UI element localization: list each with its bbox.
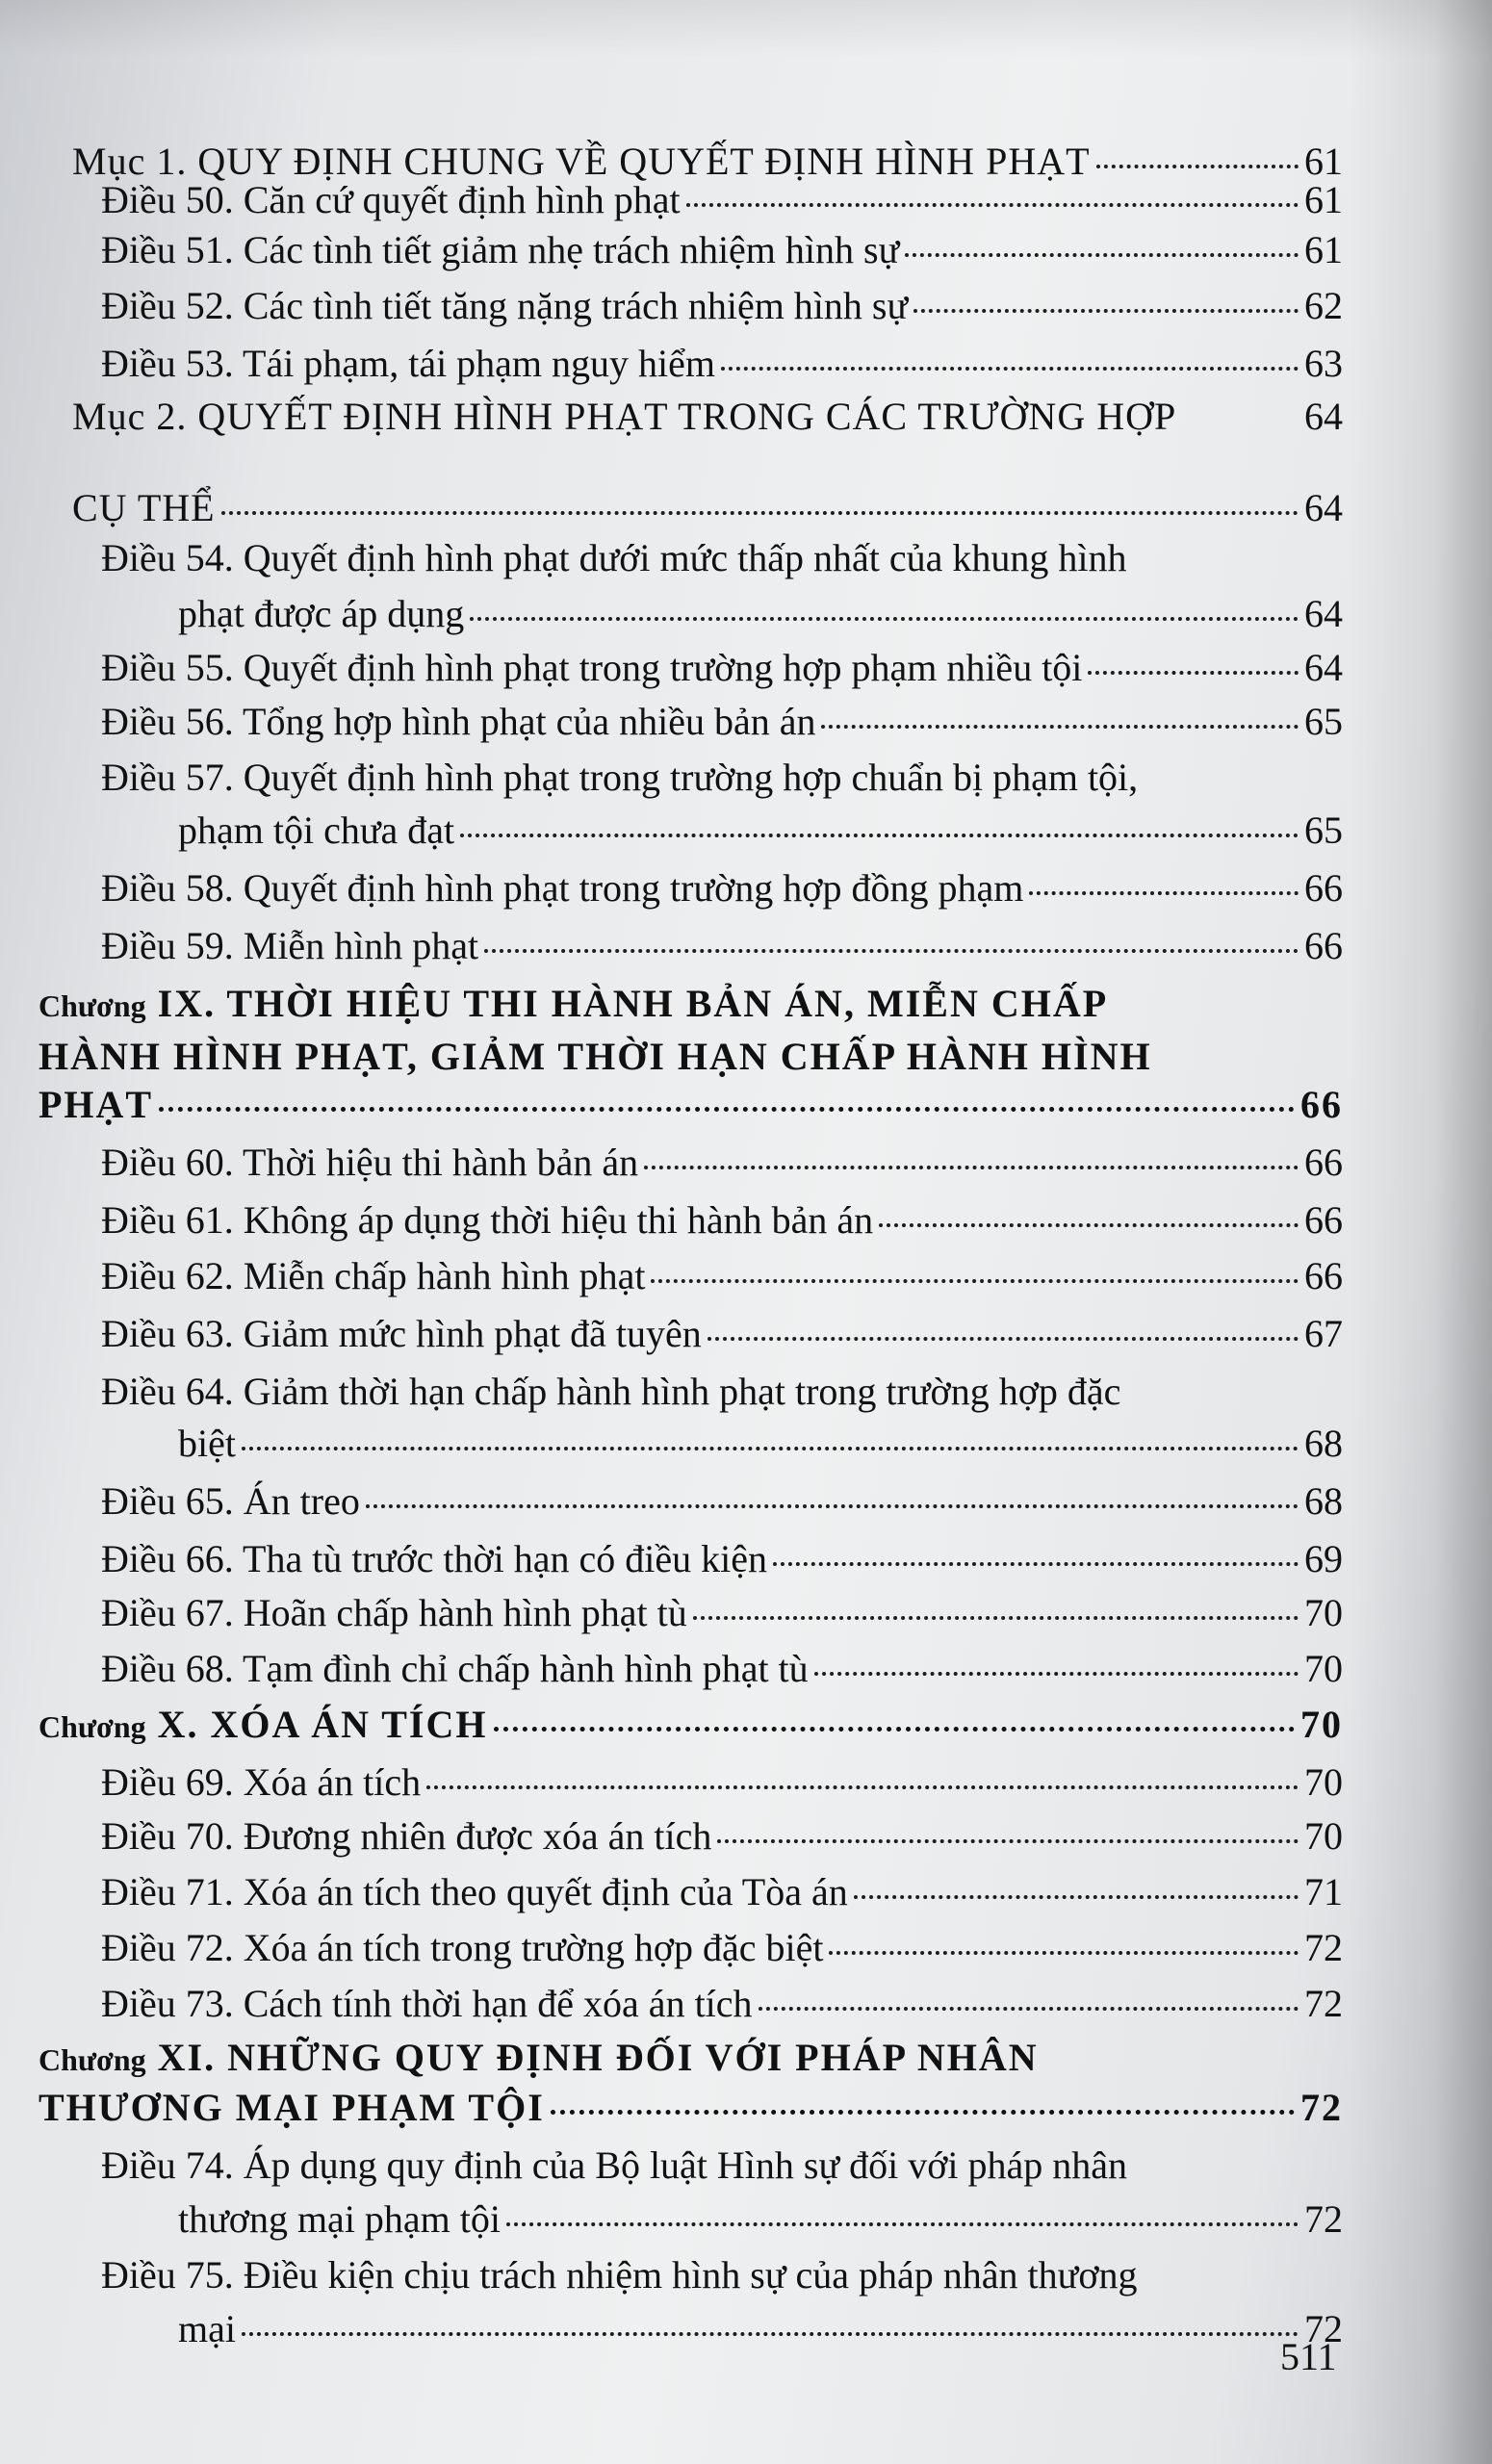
toc-title: Điều 58. Quyết định hình phạt trong trường hợp đồng phạm	[101, 866, 1024, 910]
toc-title-line-1: Điều 74. Áp dụng quy định của Bộ luật Hình sự đối với pháp nhân	[101, 2143, 1128, 2187]
toc-title	[39, 1698, 488, 1754]
toc-page-number: 68	[1304, 1479, 1343, 1523]
dot-leader	[721, 367, 1299, 371]
toc-page-number: 61	[1304, 178, 1343, 221]
toc-page-number: 72	[1304, 1926, 1343, 1969]
toc-title: Mục 1. QUY ĐỊNH CHUNG VỀ QUYẾT ĐỊNH HÌNH PHẠT	[72, 140, 1091, 183]
page-number: 511	[1280, 2335, 1337, 2378]
toc-page-number: 65	[1304, 808, 1343, 852]
dot-leader	[426, 1785, 1299, 1789]
dot-leader	[879, 1223, 1299, 1227]
dot-leader	[366, 1504, 1299, 1508]
toc-title-line-1: Điều 54. Quyết định hình phạt dưới mức thấp nhất của khung hình	[101, 536, 1127, 579]
toc-title-line-1	[39, 977, 1108, 1033]
toc-page-number: 66	[1304, 1198, 1343, 1242]
toc-page-number: 66	[1304, 924, 1343, 967]
toc-title-line-2: biệt	[178, 1422, 236, 1465]
toc-title: Điều 56. Tổng hợp hình phạt của nhiều bản án	[101, 700, 816, 743]
dot-leader	[242, 2332, 1299, 2336]
top-shadow	[0, 0, 1492, 58]
toc-title: Điều 51. Các tình tiết giảm nhẹ trách nhiệm hình sự	[101, 228, 900, 271]
toc-title: Điều 63. Giảm mức hình phạt đã tuyên	[101, 1312, 702, 1355]
page-edge-shadow	[1348, 0, 1492, 2464]
toc-title-line-2: thương mại phạm tội	[178, 2197, 502, 2241]
dot-leader	[686, 203, 1299, 207]
toc-page-number: 66	[1304, 1254, 1343, 1297]
toc-title-line-1	[39, 2031, 1039, 2087]
toc-title: Điều 72. Xóa án tích trong trường hợp đặc biệt	[101, 1926, 824, 1969]
dot-leader	[470, 617, 1299, 621]
toc-title-line-1: Điều 75. Điều kiện chịu trách nhiệm hình sự của pháp nhân thương	[101, 2253, 1138, 2297]
dot-leader	[506, 2222, 1299, 2226]
dot-leader	[814, 1672, 1299, 1676]
toc-page-number: 70	[1304, 1760, 1343, 1804]
dot-leader	[1096, 165, 1299, 168]
toc-title-line-2: mại	[178, 2307, 236, 2350]
dot-leader	[854, 1895, 1299, 1899]
chapter-label: Chương	[39, 2042, 146, 2077]
toc-page-number: 62	[1304, 284, 1343, 327]
toc-title-line-1: Điều 64. Giảm thời hạn chấp hành hình phạt trong trường hợp đặc	[101, 1370, 1121, 1413]
toc-page-number: 61	[1304, 228, 1343, 271]
toc-page-number: 61	[1304, 140, 1343, 183]
toc-title-line-1: Điều 57. Quyết định hình phạt trong trường hợp chuẩn bị phạm tội,	[101, 756, 1139, 799]
toc-title-line-2: HÀNH HÌNH PHẠT, GIẢM THỜI HẠN CHẤP HÀNH HÌNH	[39, 1035, 1152, 1078]
toc-page-number: 72	[1300, 2086, 1343, 2129]
toc-page-number: 68	[1304, 1422, 1343, 1465]
toc-page-number: 70	[1304, 1647, 1343, 1690]
toc-title: Điều 61. Không áp dụng thời hiệu thi hành bản án	[101, 1198, 874, 1242]
dot-leader	[1029, 891, 1299, 895]
dot-leader	[484, 949, 1299, 953]
chapter-label: Chương	[39, 1709, 146, 1744]
toc-page-number: 71	[1304, 1870, 1343, 1913]
toc-title: Điều 71. Xóa án tích theo quyết định của Tòa án	[101, 1870, 848, 1913]
dot-leader	[644, 1166, 1299, 1169]
toc-title: Điều 60. Thời hiệu thi hành bản án	[101, 1141, 639, 1184]
toc-page-number: 72	[1304, 1982, 1343, 2025]
toc-page-number: 67	[1304, 1312, 1343, 1355]
toc-title: Điều 50. Căn cứ quyết định hình phạt	[101, 178, 681, 221]
toc-title: Điều 69. Xóa án tích	[101, 1760, 422, 1804]
dot-leader	[905, 253, 1299, 257]
toc-title: Điều 70. Đương nhiên được xóa án tích	[101, 1814, 712, 1858]
toc-title: Điều 66. Tha tù trước thời hạn có điều kiện	[101, 1537, 767, 1580]
toc-page-number: 70	[1300, 1703, 1343, 1746]
toc-page-number: 69	[1304, 1537, 1343, 1580]
toc-page-number: 63	[1304, 342, 1343, 385]
dot-leader	[821, 725, 1299, 729]
dot-leader	[717, 1839, 1299, 1843]
toc-page-number: 72	[1304, 2307, 1343, 2350]
toc-title: Điều 73. Cách tính thời hạn để xóa án tích	[101, 1982, 753, 2025]
toc-title-line-2: CỤ THỂ	[72, 486, 216, 529]
dot-leader	[773, 1562, 1299, 1566]
dot-leader	[707, 1337, 1299, 1341]
toc-page-number: 72	[1304, 2197, 1343, 2241]
dot-leader	[159, 1107, 1295, 1112]
dot-leader	[759, 2007, 1299, 2011]
dot-leader	[221, 511, 1299, 515]
chapter-label: Chương	[39, 988, 146, 1023]
toc-title-line-2: phạt được áp dụng	[178, 592, 465, 635]
toc-page-number: 64	[1304, 486, 1343, 529]
dot-leader	[913, 309, 1299, 313]
toc-title: Điều 62. Miễn chấp hành hình phạt	[101, 1254, 646, 1297]
dot-leader	[1088, 671, 1299, 675]
dot-leader	[651, 1279, 1299, 1283]
dot-leader	[829, 1951, 1299, 1955]
toc-title: Điều 55. Quyết định hình phạt trong trường hợp phạm nhiều tội	[101, 646, 1083, 689]
toc-title: Điều 52. Các tình tiết tăng nặng trách nhiệm hình sự	[101, 284, 909, 327]
toc-title-line-2: phạm tội chưa đạt	[178, 808, 455, 852]
dot-leader	[551, 2110, 1295, 2115]
toc-title: Điều 53. Tái phạm, tái phạm nguy hiểm	[101, 342, 716, 385]
toc-page-number: 64	[1304, 646, 1343, 689]
toc-page-number: 66	[1300, 1083, 1343, 1126]
toc-title-line-2: THƯƠNG MẠI PHẠM TỘI	[39, 2086, 545, 2129]
toc-title: Điều 68. Tạm đình chỉ chấp hành hình phạt tù	[101, 1647, 809, 1690]
chapter-title-text: IX. THỜI HIỆU THI HÀNH BẢN ÁN, MIỄN CHẤP	[157, 982, 1109, 1025]
toc-page-number-upper: 64	[1304, 395, 1343, 438]
dot-leader	[460, 834, 1299, 837]
toc-title: Điều 65. Án treo	[101, 1479, 360, 1523]
toc-title: Điều 67. Hoãn chấp hành hình phạt tù	[101, 1591, 687, 1634]
toc-page-number: 66	[1304, 866, 1343, 910]
toc-title: Điều 59. Miễn hình phạt	[101, 924, 479, 967]
toc-page-number: 65	[1304, 700, 1343, 743]
dot-leader	[693, 1616, 1299, 1620]
toc-page-number: 64	[1304, 592, 1343, 635]
dot-leader	[494, 1727, 1296, 1732]
chapter-title-text: XI. NHỮNG QUY ĐỊNH ĐỐI VỚI PHÁP NHÂN	[157, 2036, 1039, 2079]
dot-leader	[242, 1447, 1299, 1450]
toc-page-number: 70	[1304, 1814, 1343, 1858]
toc-page-number: 70	[1304, 1591, 1343, 1634]
toc-title-line-3: PHẠT	[39, 1083, 154, 1126]
chapter-title-text: X. XÓA ÁN TÍCH	[157, 1703, 488, 1746]
toc-page-number: 66	[1304, 1141, 1343, 1184]
toc-title-line-1: Mục 2. QUYẾT ĐỊNH HÌNH PHẠT TRONG CÁC TRƯỜNG HỢP	[72, 395, 1177, 438]
